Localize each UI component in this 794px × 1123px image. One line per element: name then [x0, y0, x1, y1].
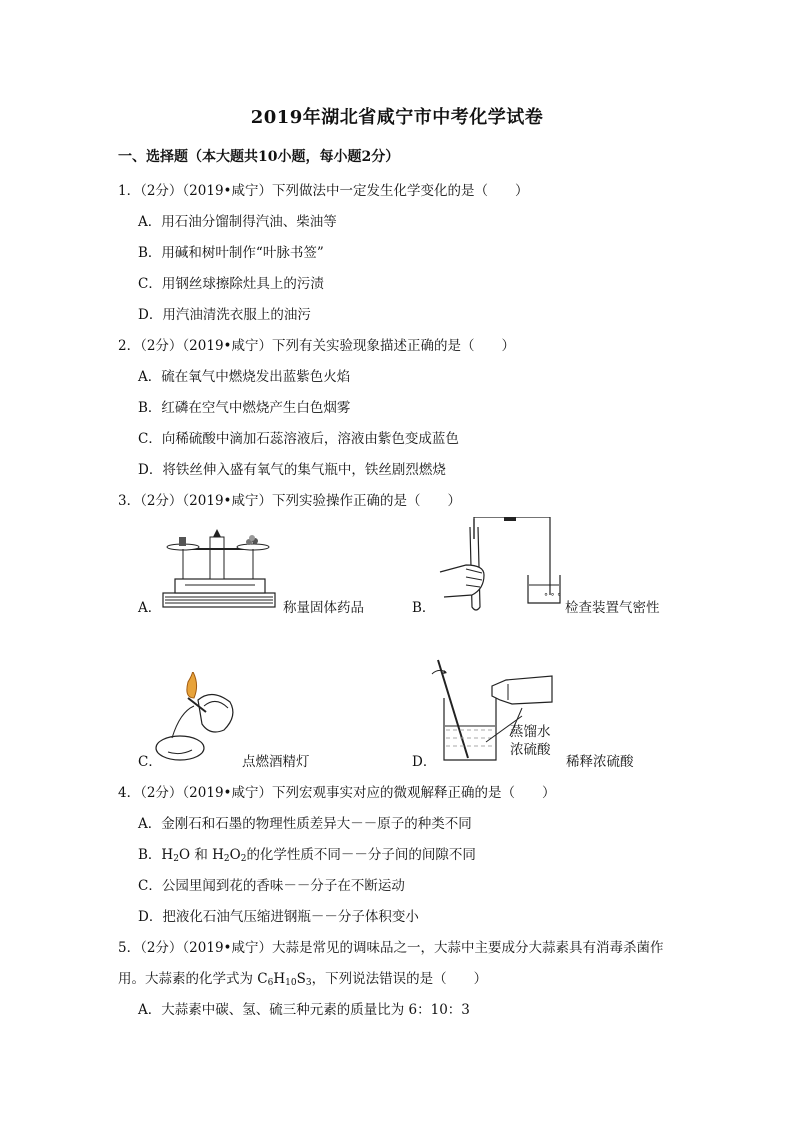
balance-figure	[155, 527, 280, 612]
question-1-option-b: B．用碱和树叶制作“叶脉书签”	[138, 245, 324, 261]
question-1-stem: 1．（2分）（2019•咸宁）下列做法中一定发生化学变化的是（ ）	[118, 183, 529, 199]
question-2-option-d: D．将铁丝伸入盛有氧气的集气瓶中，铁丝剧烈燃烧	[138, 462, 446, 478]
question-4-option-d: D．把液化石油气压缩进钢瓶－－分子体积变小	[138, 909, 419, 925]
question-2-option-a: A．硫在氧气中燃烧发出蓝紫色火焰	[138, 369, 351, 385]
question-4-option-b: B．$H_2O$ 和 $H_2O_2$的化学性质不同－－分子间的间隙不同	[138, 847, 476, 864]
alcohol-lamp-figure	[150, 672, 245, 764]
question-2-option-b: B．红磷在空气中燃烧产生白色烟雾	[138, 400, 351, 416]
question-4-option-a: A．金刚石和石墨的物理性质差异大－－原子的种类不同	[138, 816, 472, 832]
question-3-option-d-caption: 稀释浓硫酸	[566, 754, 634, 770]
question-5-option-a: A．大蒜素中碳、氢、硫三种元素的质量比为 6：10：3	[138, 1002, 470, 1018]
distilled-water-label: 蒸馏水	[510, 724, 551, 740]
question-1-option-a: A．用石油分馏制得汽油、柴油等	[138, 214, 337, 230]
question-3-stem: 3．（2分）（2019•咸宁）下列实验操作正确的是（ ）	[118, 493, 461, 509]
question-2-option-c: C．向稀硫酸中滴加石蕊溶液后，溶液由紫色变成蓝色	[138, 431, 459, 447]
question-5-stem-line2: 用。大蒜素的化学式为 $C_6H_{10}S_3$，下列说法错误的是（ ）	[118, 971, 488, 988]
airtightness-check-figure	[432, 517, 562, 612]
concentrated-acid-label: 浓硫酸	[510, 742, 551, 758]
section-heading: 一、选择题（本大题共10小题，每小题2分）	[118, 149, 400, 165]
question-3-option-a-caption: 称量固体药品	[283, 600, 364, 616]
question-3-option-d-letter: D．	[412, 754, 437, 770]
page-title: 2019年湖北省咸宁市中考化学试卷	[250, 107, 544, 128]
question-5-stem-line1: 5．（2分）（2019•咸宁）大蒜是常见的调味品之一，大蒜中主要成分大蒜素具有消毒杀菌作	[118, 940, 664, 956]
question-3-option-b-letter: B．	[412, 600, 436, 616]
question-3-option-c-letter: C．	[138, 754, 162, 770]
svg-text:° ° °: ° ° °	[544, 592, 562, 601]
question-1-option-d: D．用汽油清洗衣服上的油污	[138, 307, 311, 323]
question-1-option-c: C．用钢丝球擦除灶具上的污渍	[138, 276, 324, 292]
question-3-option-a-letter: A．	[138, 600, 162, 616]
question-3-option-c-caption: 点燃酒精灯	[242, 754, 310, 770]
question-4-option-c: C．公园里闻到花的香味－－分子在不断运动	[138, 878, 405, 894]
question-4-stem: 4．（2分）（2019•咸宁）下列宏观事实对应的微观解释正确的是（ ）	[118, 785, 556, 801]
question-2-stem: 2．（2分）（2019•咸宁）下列有关实验现象描述正确的是（ ）	[118, 338, 515, 354]
question-3-option-b-caption: 检查装置气密性	[565, 600, 660, 616]
